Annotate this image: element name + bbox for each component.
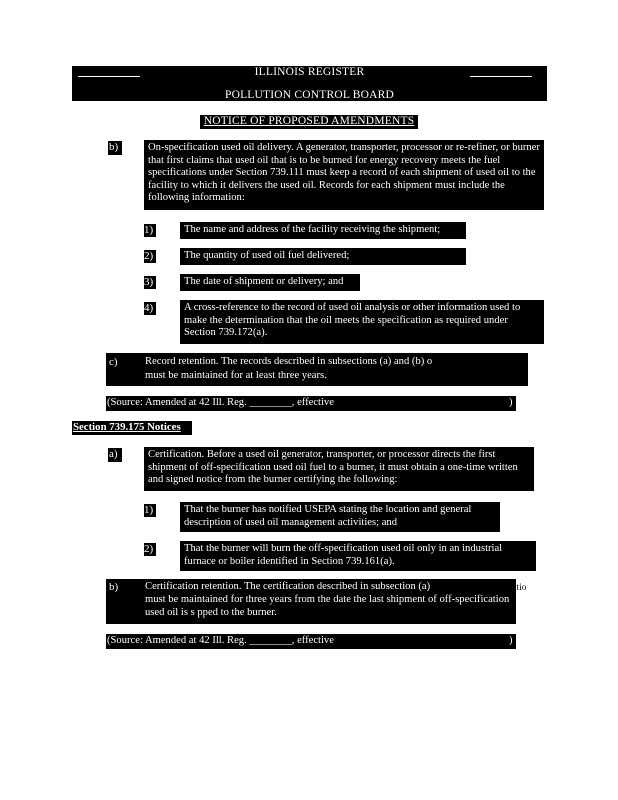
cert-a-text: Certification. Before a used oil generator, transporter, or processor directs the first shipment of off-specification used oil fuel to a burner, it must obtain a one-time written and signed notice from the burner certifying the following:	[144, 447, 534, 491]
board-title: POLLUTION CONTROL BOARD	[224, 89, 394, 101]
cert-item-2-text: That the burner will burn the off-specification used oil only in an industrial furnace or boiler identified in Section 739.161(a).	[180, 541, 536, 571]
section-175-heading: Section 739.175 Notices	[72, 421, 192, 435]
source-line-2: (Source: Amended at 42 Ill. Reg. ________, effective	[107, 635, 334, 646]
cert-b-text: Certification retention. The certification described in subsection (a)	[145, 581, 431, 592]
register-title: ILLINOIS REGISTER	[254, 66, 365, 78]
cert-a-label: a)	[108, 448, 122, 462]
cert-b-text-tail: ectio	[508, 583, 527, 593]
item-2-text: The quantity of used oil fuel delivered;	[180, 248, 466, 265]
source-line-1-close: )	[509, 397, 513, 408]
cert-item-1-label: 1)	[144, 504, 156, 517]
item-3-label: 3)	[144, 276, 156, 289]
item-2-label: 2)	[144, 250, 156, 263]
notice-title: NOTICE OF PROPOSED AMENDMENTS	[203, 115, 415, 127]
cert-item-2-label: 2)	[144, 543, 156, 556]
subsection-b-text: On-specification used oil delivery. A generator, transporter, processor or re-refiner, or burner that first claims that used oil that is to be burned for energy recovery meets the fuel specifications under Section 739.111 must keep a record of each shipment of used oil to the facility to which it delivers the used oil. Records for each shipment must include the following information:	[144, 140, 544, 210]
item-1-text: The name and address of the facility receiving the shipment;	[180, 222, 466, 239]
item-3-text: The date of shipment or delivery; and	[180, 274, 360, 291]
subsection-c-text-end: must be maintained for at least three years.	[145, 370, 327, 381]
subsection-c-label: c)	[109, 356, 118, 368]
source-line-1: (Source: Amended at 42 Ill. Reg. ________, effective	[107, 397, 334, 408]
item-1-label: 1)	[144, 224, 156, 237]
source-line-2-close: )	[509, 635, 513, 646]
subsection-b-label: b)	[108, 141, 122, 155]
cert-b-label: b)	[109, 581, 119, 593]
item-4-text: A cross-reference to the record of used oil analysis or other information used to make the determination that the oil meets the specification as required under Section 739.172(a).	[180, 300, 544, 344]
cert-b-text-end: must be maintained for three years from the date the last shipment of off-specification used oil is s pped to the burner.	[145, 594, 510, 618]
cert-item-1-text: That the burner has notified USEPA stating the location and general description of used oil management activities; and	[180, 502, 500, 532]
item-4-label: 4)	[144, 302, 156, 315]
subsection-c-text: Record retention. The records described in subsections (a) and (b) o	[145, 356, 433, 367]
